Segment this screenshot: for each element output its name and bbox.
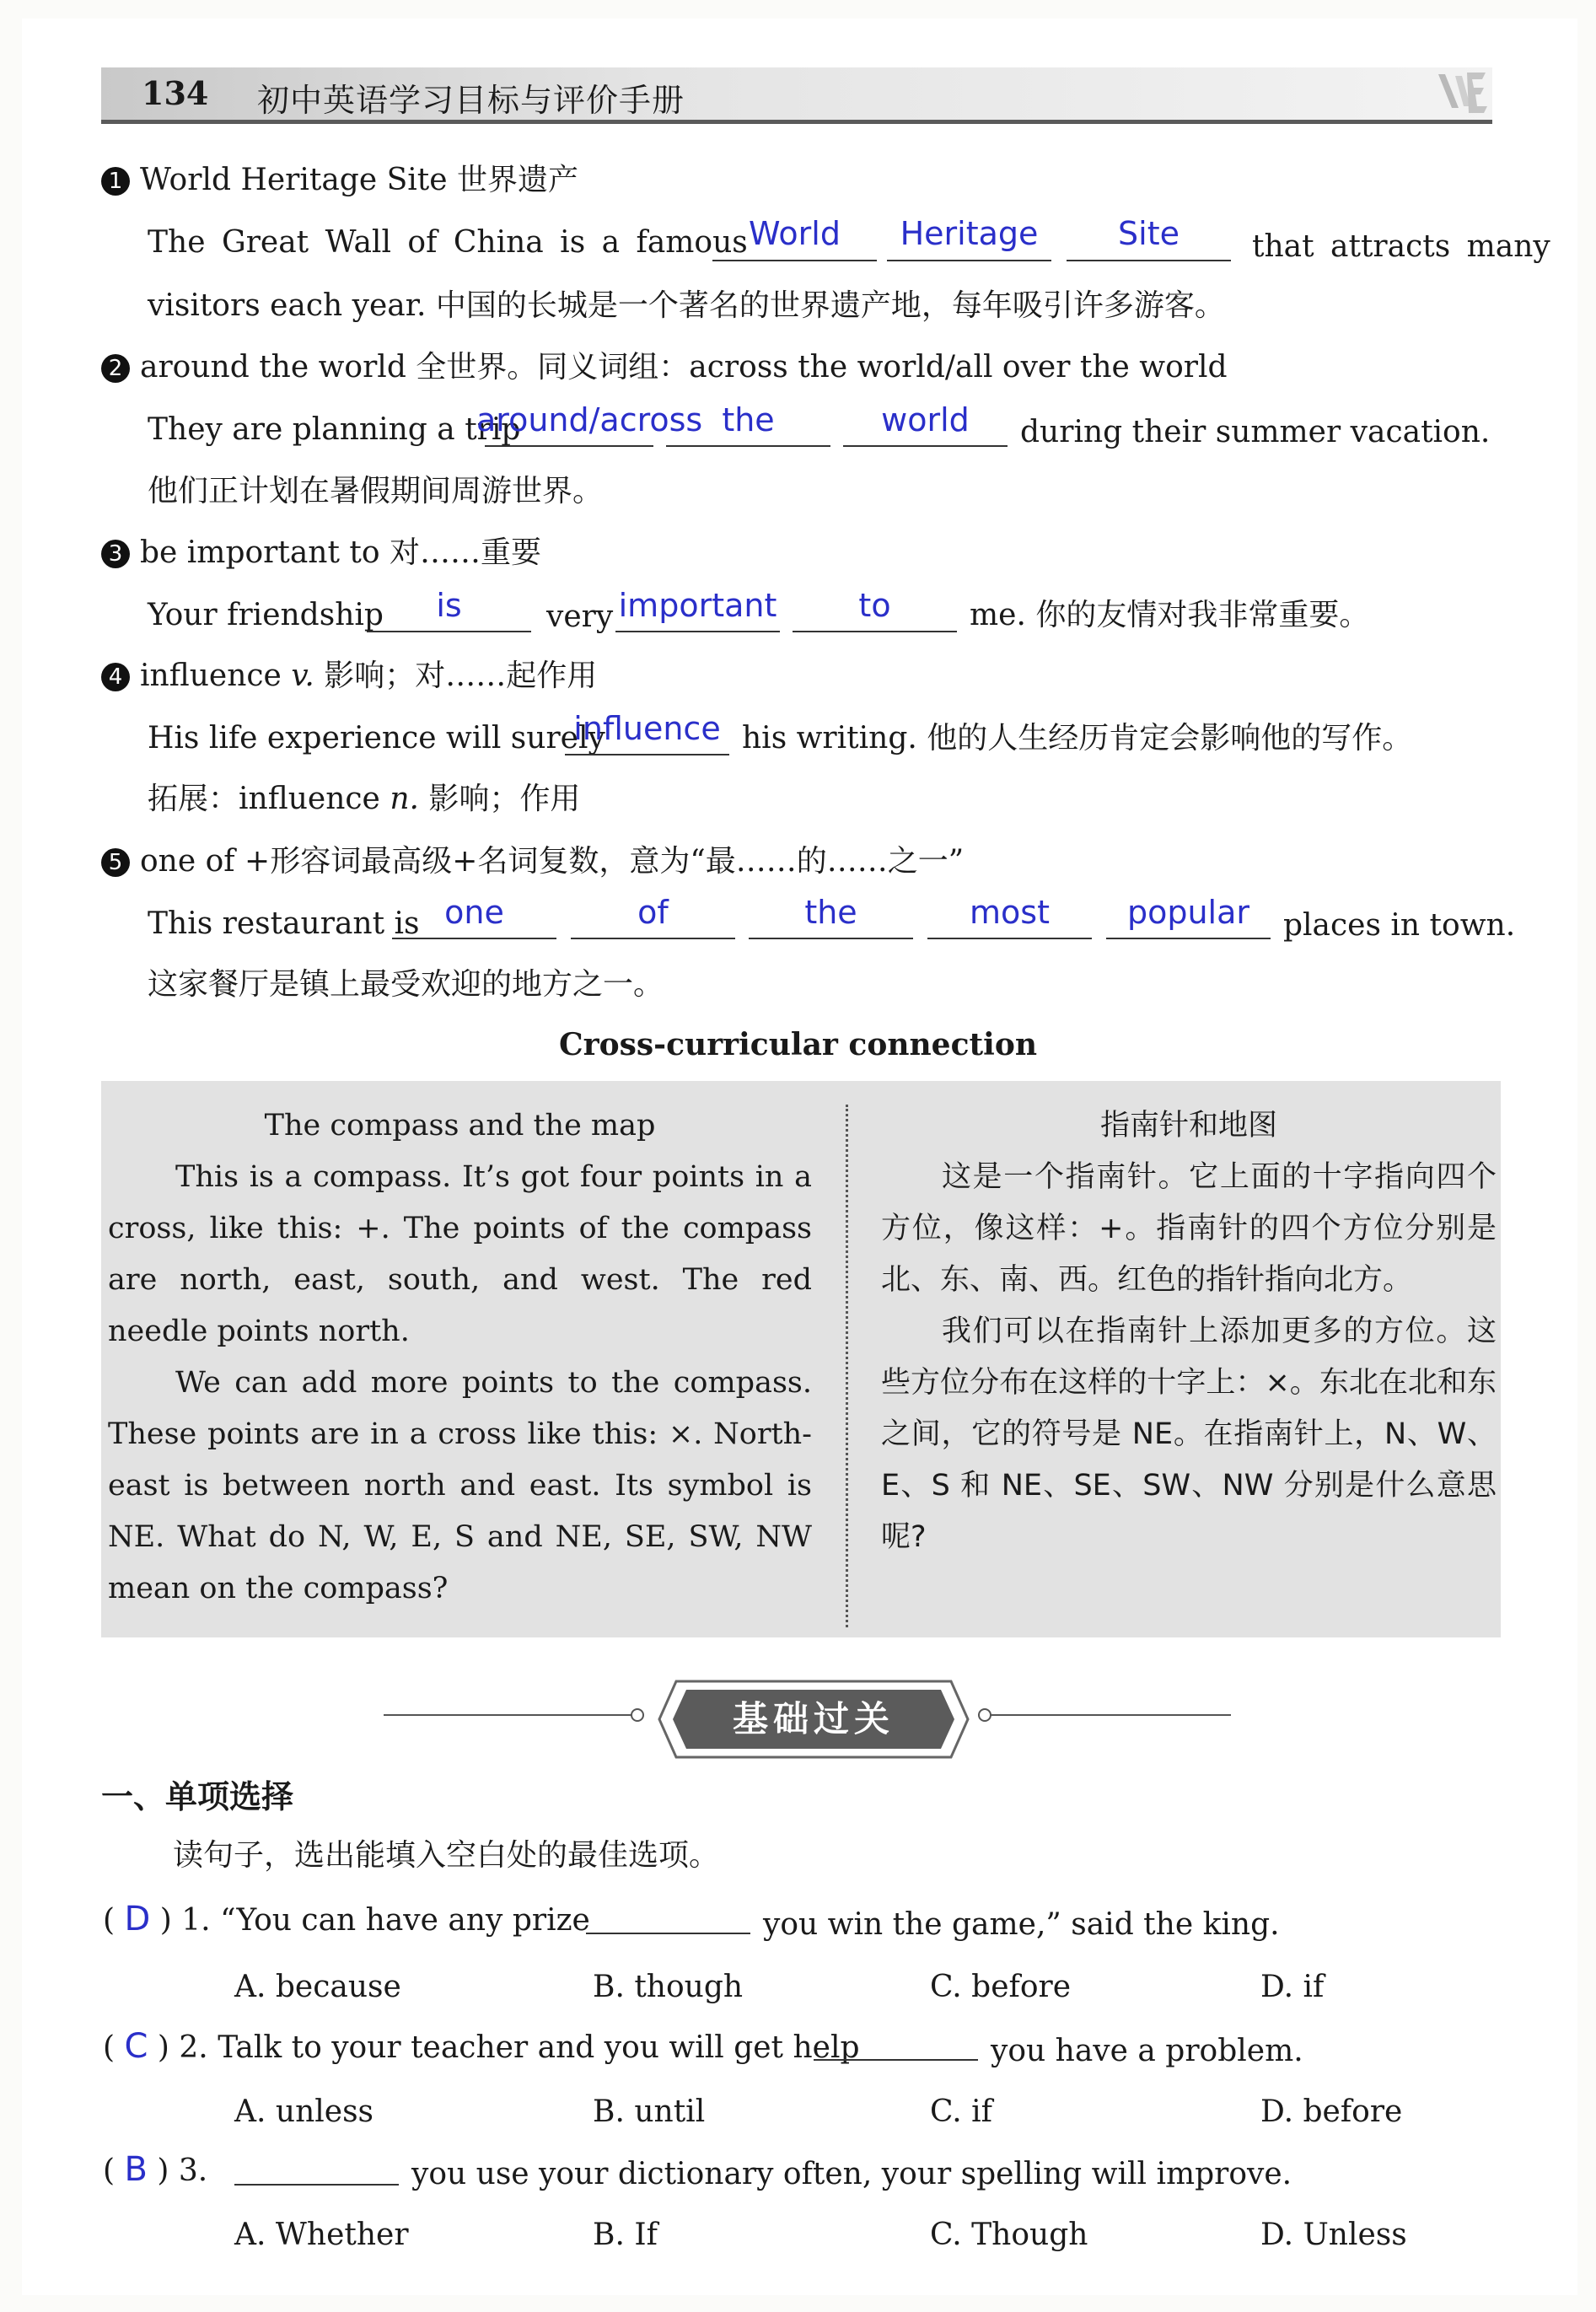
banner-rule-right xyxy=(991,1714,1231,1716)
answer-3-3: to xyxy=(858,587,891,624)
option-d: D. Unless xyxy=(1260,2218,1407,2252)
blank xyxy=(234,2184,399,2186)
answer-5-3: the xyxy=(804,894,857,931)
answer-5-4: most xyxy=(970,894,1050,931)
option-b: B. until xyxy=(593,2094,706,2129)
item-5-line2: 这家餐厅是镇上最受欢迎的地方之一。 xyxy=(148,967,664,1002)
blank xyxy=(927,938,1092,939)
english-title: The compass and the map xyxy=(264,1109,656,1143)
item-5-sentence-end: places in town. xyxy=(1283,908,1516,943)
option-c: C. before xyxy=(930,1970,1072,2004)
chinese-column xyxy=(881,1100,1497,1563)
answer-3-1: is xyxy=(436,587,462,624)
item-number-badge: 2 xyxy=(101,354,130,383)
question-3-answer: B xyxy=(124,2150,148,2189)
question-2-post: you have a problem. xyxy=(991,2034,1303,2068)
item-4-extension: 拓展：influence n. 影响；作用 xyxy=(148,782,581,816)
answer-2-1: around/across xyxy=(476,401,703,438)
item-number-badge: 5 xyxy=(101,848,130,877)
item-2-sentence-end: during their summer vacation. xyxy=(1020,415,1491,449)
section-banner xyxy=(658,1678,970,1761)
answer-1-2: Heritage xyxy=(900,215,1039,252)
answer-2-3: world xyxy=(881,401,970,438)
question-2-answer: C xyxy=(124,2027,148,2066)
blank xyxy=(666,445,830,447)
item-1-sentence-end: that attracts many xyxy=(1252,229,1550,264)
option-a: A. unless xyxy=(234,2094,374,2129)
english-paragraph-1: This is a compass. It’s got four points in a cross, like this: +. The points of the compass are north, east, south, and west. The red needle points north. xyxy=(108,1160,812,1348)
answer-5-1: one xyxy=(444,894,504,931)
answer-5-2: of xyxy=(637,894,669,931)
item-1-sentence-start: The Great Wall of China is a famous xyxy=(148,225,748,260)
question-1-post: you win the game,” said the king. xyxy=(763,1907,1280,1942)
banner-dot-right xyxy=(978,1708,991,1722)
item-4-title: 4 influence v. 影响；对……起作用 xyxy=(101,661,597,691)
blank xyxy=(1067,260,1231,261)
blank xyxy=(793,631,957,632)
item-5-title: 5 one of +形容词最高级+名词复数，意为“最……的……之一” xyxy=(101,847,964,877)
chinese-paragraph-1: 这是一个指南针。它上面的十字指向四个方位，像这样：+。指南针的四个方位分别是北、东、南、西。红色的指针指向北方。 xyxy=(881,1160,1497,1297)
answer-2-2: the xyxy=(722,401,775,438)
blank xyxy=(367,631,531,632)
item-3-title: 3 be important to 对……重要 xyxy=(101,538,541,568)
blank xyxy=(749,938,913,939)
blank xyxy=(1106,938,1271,939)
option-a: A. because xyxy=(234,1970,401,2004)
column-divider xyxy=(846,1105,848,1627)
page-number: 134 xyxy=(142,74,209,112)
banner-label: 基础过关 xyxy=(732,1698,895,1739)
item-4-sentence-end: his writing. 他的人生经历肯定会影响他的写作。 xyxy=(742,721,1413,755)
option-c: C. if xyxy=(930,2094,992,2129)
answer-4-1: influence xyxy=(573,710,721,747)
question-1-answer: D xyxy=(124,1900,151,1938)
blank xyxy=(565,754,729,755)
option-d: D. before xyxy=(1260,2094,1403,2129)
item-2-title: 2 around the world 全世界。同义词组：across the world/all over the world xyxy=(101,352,1228,383)
cross-curricular-heading: Cross-curricular connection xyxy=(559,1027,1037,1062)
banner-rule-left xyxy=(384,1714,637,1716)
item-1-line2: visitors each year. 中国的长城是一个著名的世界遗产地，每年吸引许多游客。 xyxy=(148,288,1225,323)
item-2-sentence-start: They are planning a trip xyxy=(148,412,521,447)
english-column xyxy=(108,1100,812,1615)
item-3-mid: very xyxy=(546,600,614,634)
blank xyxy=(392,938,556,939)
section-heading: 一、单项选择 xyxy=(101,1778,294,1815)
question-1: ( D ) 1. “You can have any prize xyxy=(103,1900,590,1938)
blank xyxy=(571,938,735,939)
english-paragraph-2: We can add more points to the compass. These points are in a cross like this: ×. North-east is between north and east. Its symbol is NE. What do N, W, E, S and NE, SE, SW, NW mean on the compass? xyxy=(108,1366,812,1605)
question-3: ( B ) 3. xyxy=(103,2150,208,2189)
blank xyxy=(586,1933,750,1934)
chinese-paragraph-2: 我们可以在指南针上添加更多的方位。这些方位分布在这样的十字上：×。东北在北和东之间，它的符号是 NE。在指南针上，N、W、E、S 和 NE、SE、SW、NW 分别是什么意思呢? xyxy=(881,1315,1497,1554)
option-b: B. though xyxy=(593,1970,744,2004)
item-number-badge: 3 xyxy=(101,540,130,568)
option-b: B. If xyxy=(593,2218,658,2252)
option-c: C. Though xyxy=(930,2218,1088,2252)
blank xyxy=(485,445,653,447)
item-3-sentence-start: Your friendship xyxy=(148,598,384,632)
option-d: D. if xyxy=(1260,1970,1325,2004)
answer-1-3: Site xyxy=(1118,215,1180,252)
blank xyxy=(712,260,877,261)
item-3-sentence-end: me. 你的友情对我非常重要。 xyxy=(970,598,1370,632)
blank xyxy=(814,2059,978,2061)
blank xyxy=(887,260,1051,261)
option-a: A. Whether xyxy=(234,2218,409,2252)
question-3-post: you use your dictionary often, your spelling will improve. xyxy=(411,2157,1292,2191)
answer-3-2: important xyxy=(618,587,777,624)
item-number-badge: 4 xyxy=(101,663,130,691)
publisher-logo-icon xyxy=(1433,66,1491,118)
answer-1-1: World xyxy=(749,215,841,252)
question-2: ( C ) 2. Talk to your teacher and you will get help xyxy=(103,2027,860,2066)
chinese-title: 指南针和地图 xyxy=(1099,1109,1277,1143)
answer-5-5: popular xyxy=(1126,894,1250,931)
section-instruction: 读句子，选出能填入空白处的最佳选项。 xyxy=(173,1838,720,1873)
blank xyxy=(843,445,1008,447)
item-1-title: 1 World Heritage Site 世界遗产 xyxy=(101,165,578,196)
item-4-sentence-start: His life experience will surely xyxy=(148,721,605,755)
item-number-badge: 1 xyxy=(101,167,130,196)
item-2-line2: 他们正计划在暑假期间周游世界。 xyxy=(148,474,604,508)
blank xyxy=(615,631,780,632)
book-title: 初中英语学习目标与评价手册 xyxy=(257,82,685,119)
banner-dot-left xyxy=(631,1708,644,1722)
item-5-sentence-start: This restaurant is xyxy=(148,906,420,941)
